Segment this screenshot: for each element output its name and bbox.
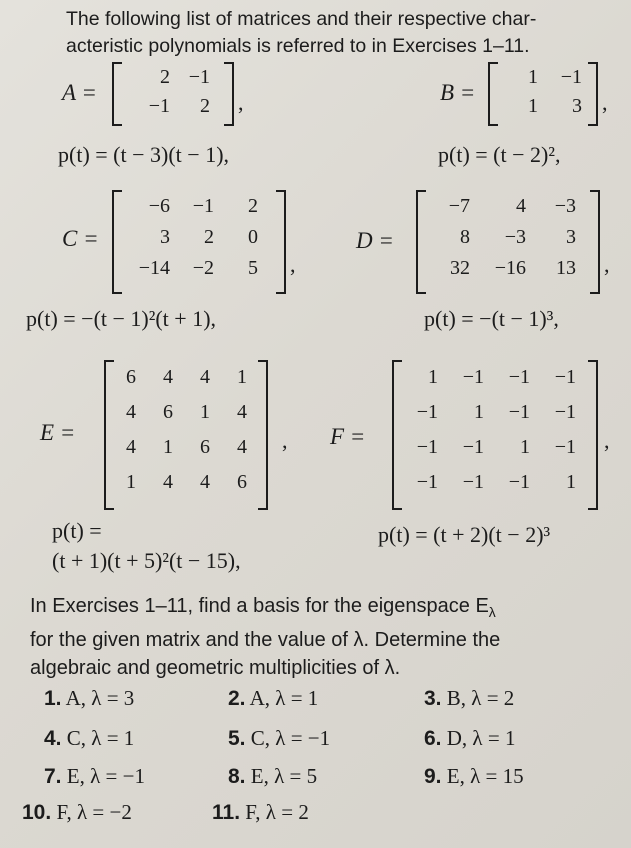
matrix-cell: 8 — [460, 226, 470, 248]
right-bracket — [276, 190, 286, 294]
right-bracket — [588, 360, 598, 510]
exercise-number: 11. — [212, 801, 241, 824]
intro-line: acteristic polynomials is referred to in Exercises 1–11. — [66, 35, 530, 57]
matrix-cell: 3 — [160, 226, 170, 248]
exercise-text: E, λ = −1 — [66, 764, 145, 788]
matrix-d-suffix: , — [604, 252, 610, 277]
matrix-a-suffix: , — [238, 90, 244, 115]
matrix-cell: −1 — [416, 471, 438, 493]
matrix-cell: 3 — [572, 95, 582, 117]
matrix-cell: 4 — [163, 471, 173, 493]
matrix-cell: −1 — [416, 401, 438, 423]
matrix-cell: −1 — [508, 401, 530, 423]
matrix-cell: −1 — [508, 471, 530, 493]
matrix-cell: 1 — [520, 436, 530, 458]
matrix-cell: 4 — [200, 471, 210, 493]
matrix-f-label: F = — [330, 424, 366, 449]
poly-d: p(t) = −(t − 1)³, — [424, 306, 559, 331]
intro-paragraph — [66, 6, 536, 60]
matrix-cell: −1 — [188, 66, 210, 88]
exercise-text: F, λ = −2 — [56, 800, 132, 824]
matrix-cell: 1 — [126, 471, 136, 493]
matrix-cell: −1 — [508, 366, 530, 388]
instructions-line: algebraic and geometric multiplicities of λ. — [30, 657, 401, 679]
matrix-cell: −1 — [416, 436, 438, 458]
exercise-text: B, λ = 2 — [446, 686, 515, 710]
matrix-e-suffix: , — [282, 428, 288, 453]
poly-e-line1: p(t) = — [52, 518, 102, 543]
exercise-item — [228, 686, 318, 711]
matrix-b-suffix: , — [602, 90, 608, 115]
matrix-cell: 2 — [204, 226, 214, 248]
matrix-cell: 1 — [566, 471, 576, 493]
matrix-cell: −1 — [462, 436, 484, 458]
exercise-number: 7. — [44, 765, 62, 788]
matrix-cell: 1 — [528, 66, 538, 88]
matrix-cell: −6 — [148, 195, 170, 217]
matrix-cell: 32 — [450, 257, 470, 279]
exercise-text: A, λ = 1 — [249, 686, 319, 710]
instructions-line: for the given matrix and the value of λ. Determine the — [30, 629, 501, 651]
matrix-cell: −1 — [554, 436, 576, 458]
exercise-item — [424, 764, 524, 789]
instructions-paragraph — [30, 592, 500, 682]
right-bracket — [590, 190, 600, 294]
matrix-cell: 6 — [126, 366, 136, 388]
matrix-cell: 4 — [237, 401, 247, 423]
matrix-cell: 4 — [163, 366, 173, 388]
poly-f: p(t) = (t + 2)(t − 2)³ — [378, 522, 551, 547]
exercise-text: E, λ = 15 — [446, 764, 524, 788]
matrix-cell: 4 — [126, 436, 136, 458]
left-bracket — [488, 62, 498, 126]
exercise-number: 8. — [228, 765, 246, 788]
exercise-number: 5. — [228, 727, 246, 750]
eigenspace-subscript: λ — [488, 604, 496, 620]
matrix-cell: 1 — [163, 436, 173, 458]
exercise-item — [228, 726, 330, 751]
exercise-item — [44, 726, 134, 751]
exercise-number: 2. — [228, 687, 246, 710]
exercise-text: C, λ = −1 — [250, 726, 331, 750]
exercise-item — [228, 764, 317, 789]
exercise-number: 9. — [424, 765, 442, 788]
matrix-cell: 3 — [566, 226, 576, 248]
exercise-item — [424, 686, 514, 711]
matrix-cell: 1 — [474, 401, 484, 423]
poly-a: p(t) = (t − 3)(t − 1), — [58, 142, 230, 167]
matrix-c-label: C = — [62, 226, 99, 251]
matrix-f — [392, 360, 598, 510]
instructions-line — [30, 592, 500, 626]
matrix-cell: 1 — [237, 366, 247, 388]
exercise-number: 6. — [424, 727, 442, 750]
matrix-cell: −1 — [462, 471, 484, 493]
right-bracket — [258, 360, 268, 510]
exercise-text: A, λ = 3 — [65, 686, 135, 710]
matrix-cell: 2 — [248, 195, 258, 217]
matrix-cell: 13 — [556, 257, 576, 279]
matrix-e-label: E = — [40, 420, 76, 445]
exercise-number: 4. — [44, 727, 62, 750]
matrix-e — [104, 360, 268, 510]
exercise-item — [44, 764, 145, 789]
exercise-text: F, λ = 2 — [245, 800, 309, 824]
matrix-cell: −1 — [560, 66, 582, 88]
matrix-d — [416, 190, 600, 294]
left-bracket — [112, 190, 122, 294]
exercise-text: D, λ = 1 — [446, 726, 516, 750]
exercise-text: C, λ = 1 — [66, 726, 135, 750]
matrix-d-label: D = — [356, 228, 394, 253]
left-bracket — [112, 62, 122, 126]
matrix-cell: 4 — [200, 366, 210, 388]
matrix-cell: −2 — [192, 257, 214, 279]
matrix-cell: 1 — [200, 401, 210, 423]
exercise-number: 3. — [424, 687, 442, 710]
matrix-c-suffix: , — [290, 252, 296, 277]
matrix-cell: 4 — [126, 401, 136, 423]
poly-c: p(t) = −(t − 1)²(t + 1), — [26, 306, 217, 331]
matrix-cell: −7 — [448, 195, 470, 217]
exercise-number: 10. — [22, 801, 52, 824]
right-bracket — [588, 62, 598, 126]
right-bracket — [224, 62, 234, 126]
matrix-b-label: B = — [440, 80, 476, 105]
left-bracket — [416, 190, 426, 294]
matrix-cell: 6 — [200, 436, 210, 458]
matrix-cell: 5 — [248, 257, 258, 279]
matrix-cell: −3 — [554, 195, 576, 217]
matrix-cell: −1 — [554, 401, 576, 423]
exercise-item — [212, 800, 309, 825]
matrix-cell: 2 — [160, 66, 170, 88]
matrix-cell: 6 — [237, 471, 247, 493]
exercise-item — [424, 726, 515, 751]
matrix-cell: −1 — [148, 95, 170, 117]
poly-b: p(t) = (t − 2)², — [438, 142, 561, 167]
matrix-cell: 6 — [163, 401, 173, 423]
matrix-f-suffix: , — [604, 428, 610, 453]
matrix-cell: 0 — [248, 226, 258, 248]
exercise-item — [44, 686, 134, 711]
matrix-cell: 4 — [516, 195, 526, 217]
matrix-a-label: A = — [62, 80, 97, 105]
matrix-cell: 1 — [528, 95, 538, 117]
matrix-cell: 2 — [200, 95, 210, 117]
matrix-a — [112, 62, 234, 126]
exercise-text: E, λ = 5 — [250, 764, 318, 788]
matrix-cell: −16 — [494, 257, 526, 279]
instructions-text: In Exercises 1–11, find a basis for the eigenspace E — [30, 595, 489, 617]
matrix-cell: −1 — [192, 195, 214, 217]
matrix-cell: 1 — [428, 366, 438, 388]
intro-line: The following list of matrices and their respective char- — [66, 8, 537, 30]
matrix-cell: 4 — [237, 436, 247, 458]
matrix-cell: −1 — [462, 366, 484, 388]
matrix-cell: −1 — [554, 366, 576, 388]
exercise-item — [22, 800, 132, 825]
matrix-b — [488, 62, 598, 126]
matrix-cell: −3 — [504, 226, 526, 248]
matrix-c — [112, 190, 286, 294]
matrix-cell: −14 — [138, 257, 170, 279]
poly-e-line2: (t + 1)(t + 5)²(t − 15), — [52, 548, 241, 573]
exercise-number: 1. — [44, 687, 62, 710]
